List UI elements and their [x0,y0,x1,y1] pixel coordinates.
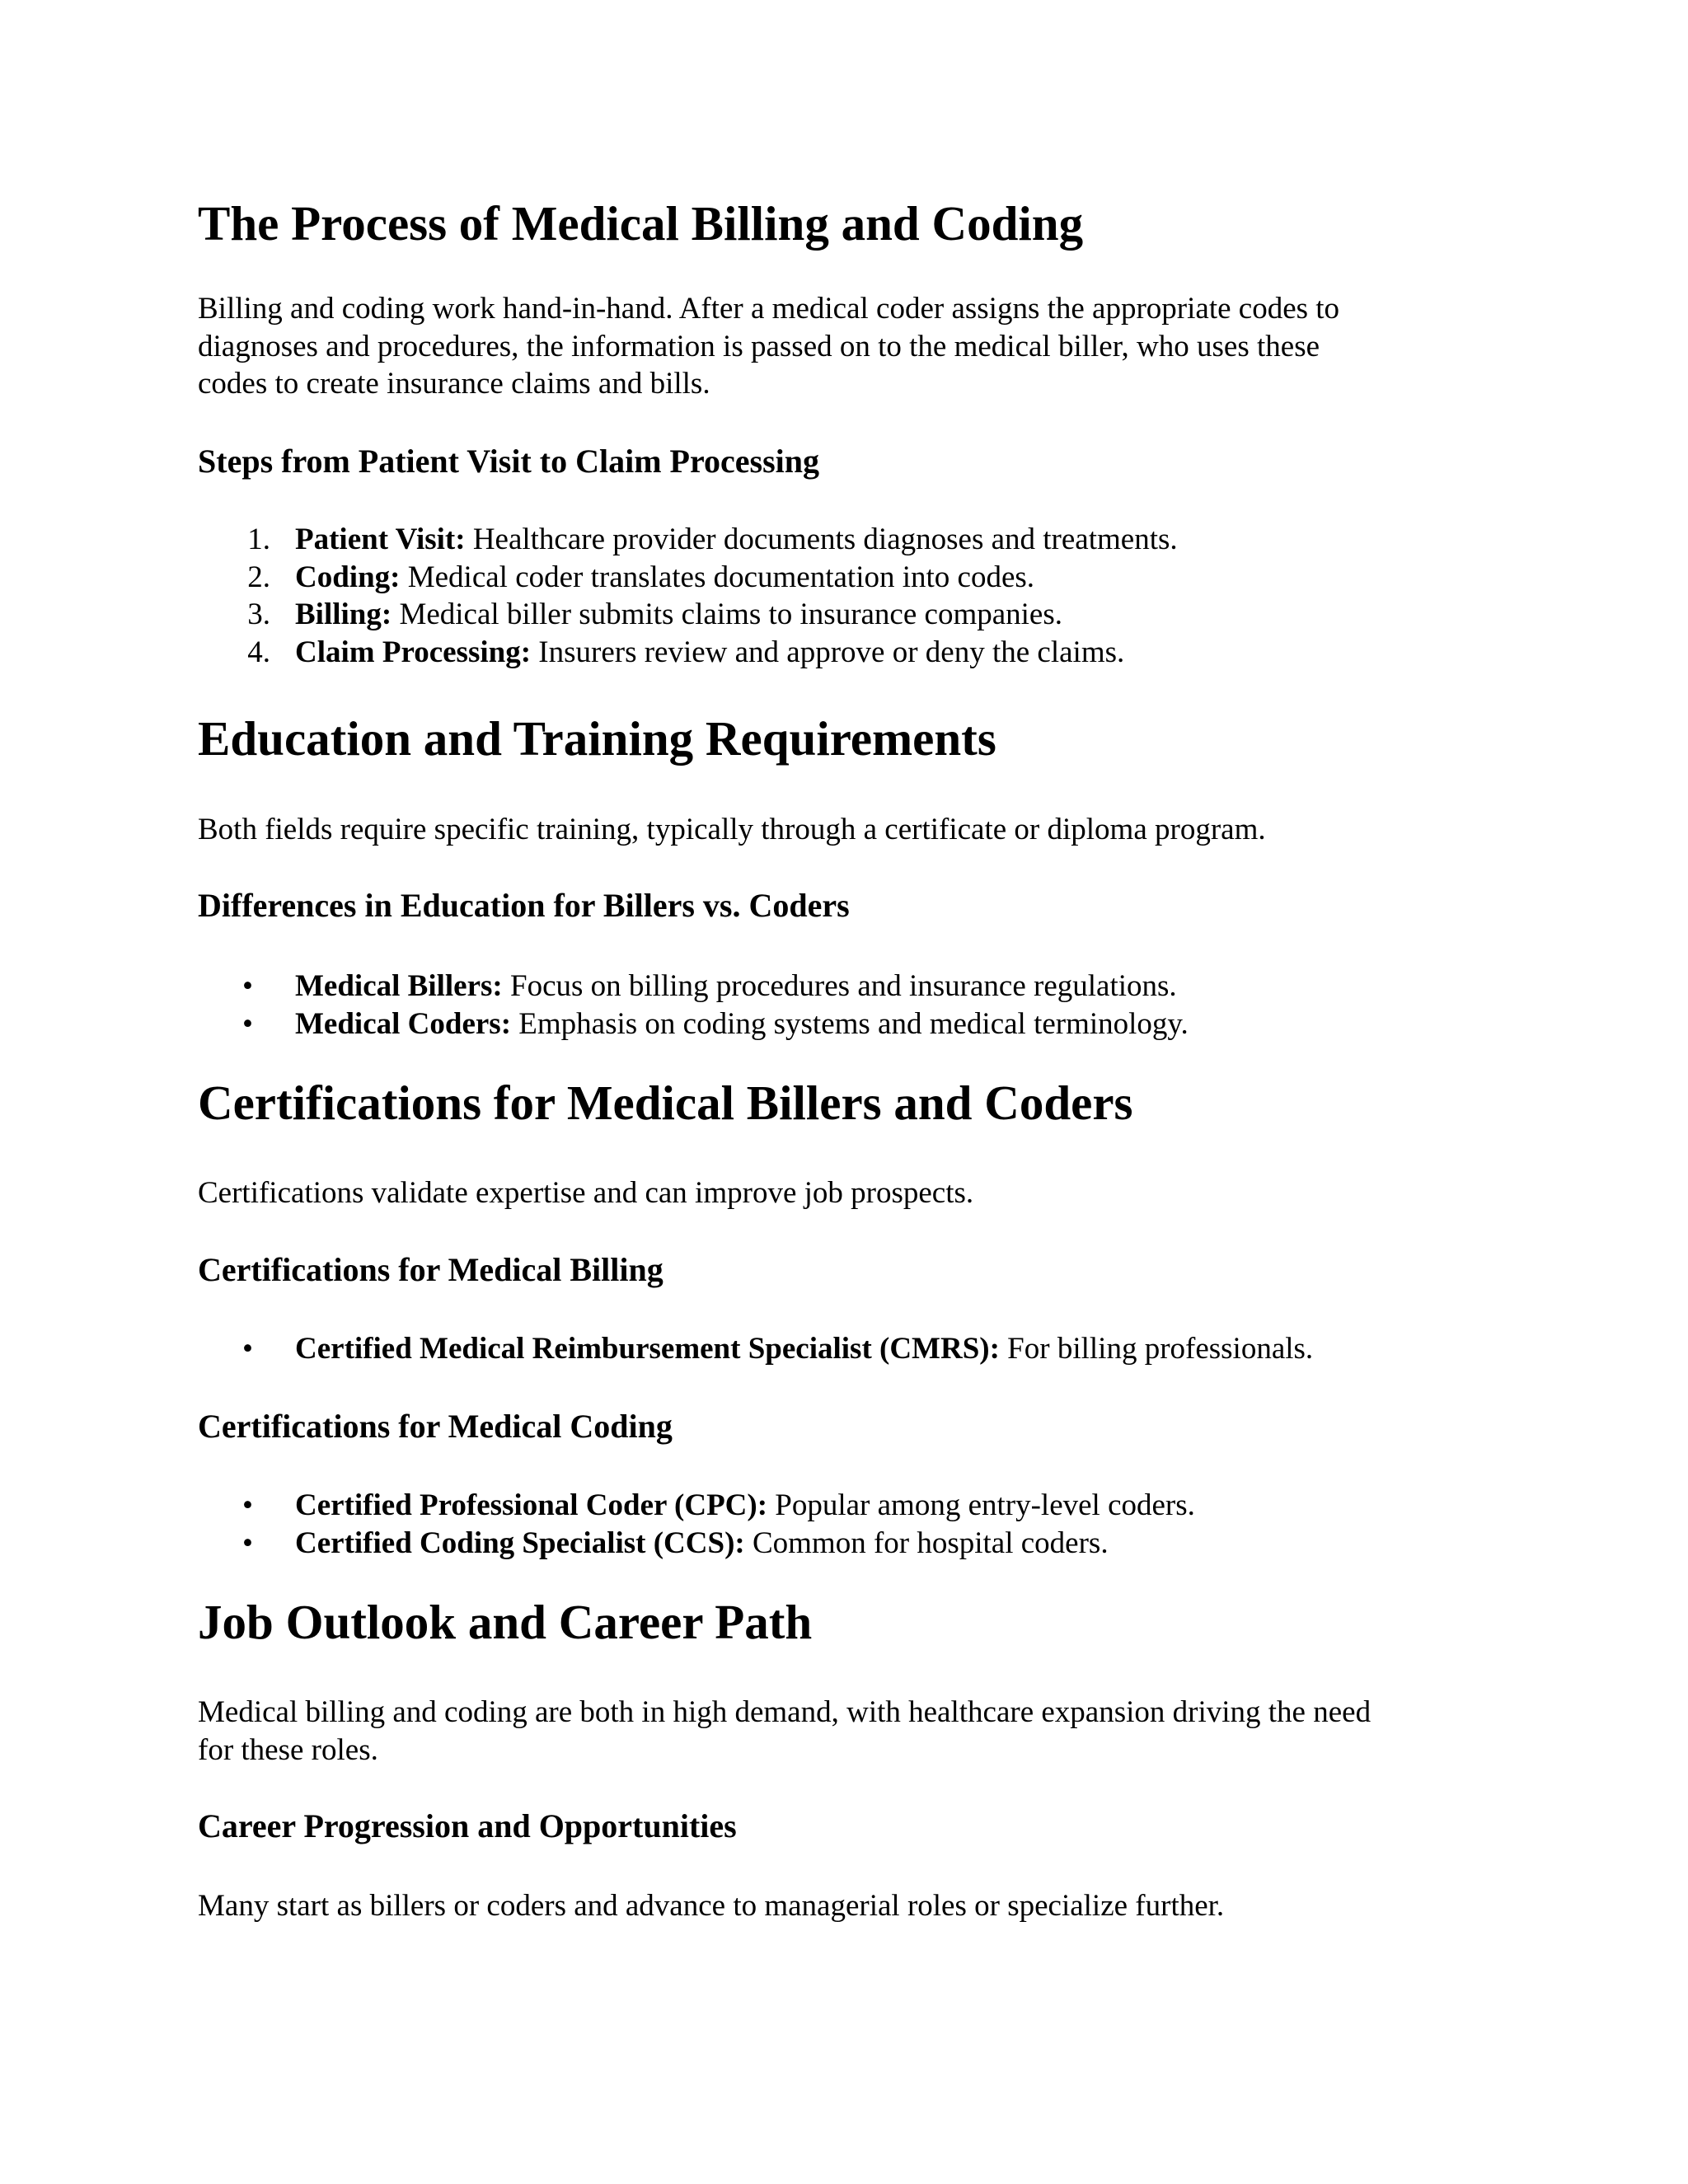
process-intro [198,290,1484,403]
item-term: Medical Billers: [295,969,503,1003]
step-number: 2. [247,560,270,594]
list-item [198,521,1484,559]
process-intro-line-2: diagnoses and procedures, the information is passed on to the medical biller, who uses these [198,329,1320,363]
bullet-icon: • [242,969,253,1003]
billing-certifications-list [198,1330,1484,1368]
step-text: Healthcare provider documents diagnoses and treatments. [465,523,1178,556]
item-term: Medical Coders: [295,1006,512,1041]
certifications-intro: Certifications validate expertise and can improve job prospects. [198,1176,974,1210]
subheading-career: Career Progression and Opportunities [198,1807,737,1844]
heading-education: Education and Training Requirements [198,711,996,766]
subheading-education-differences: Differences in Education for Billers vs. Coders [198,887,850,924]
subheading-certifications-billing: Certifications for Medical Billing [198,1251,663,1288]
step-number: 4. [247,635,270,669]
process-intro-line-3: codes to create insurance claims and bills. [198,367,710,401]
outlook-intro-line-1: Medical billing and coding are both in high demand, with healthcare expansion driving the need [198,1695,1372,1729]
list-item [198,634,1484,672]
item-text: For billing professionals. [999,1332,1314,1366]
step-text: Insurers review and approve or deny the claims. [531,635,1125,669]
heading-certifications: Certifications for Medical Billers and Coders [198,1076,1133,1130]
outlook-intro-line-2: for these roles. [198,1732,378,1767]
item-text: Common for hospital coders. [744,1526,1109,1560]
bullet-icon: • [242,1006,253,1041]
bullet-icon: • [242,1488,253,1522]
item-term: Certified Professional Coder (CPC): [295,1488,768,1522]
item-text: Popular among entry-level coders. [767,1488,1195,1522]
bullet-icon: • [242,1332,253,1366]
list-item [198,1330,1484,1368]
step-number: 3. [247,598,270,631]
outlook-closing: Many start as billers or coders and advance to managerial roles or specialize further. [198,1889,1225,1923]
steps-list [198,521,1484,671]
item-term: Certified Medical Reimbursement Specialist (CMRS): [295,1332,1000,1366]
list-item [198,1005,1484,1043]
step-term: Billing: [295,598,392,631]
heading-outlook: Job Outlook and Career Path [198,1595,813,1649]
list-item [198,1487,1484,1525]
coding-certifications-list [198,1487,1484,1562]
education-list [198,968,1484,1043]
list-item [198,559,1484,597]
subheading-certifications-coding: Certifications for Medical Coding [198,1408,673,1445]
bullet-icon: • [242,1526,253,1560]
step-term: Patient Visit: [295,523,466,556]
list-item [198,1525,1484,1563]
heading-process: The Process of Medical Billing and Coding [198,196,1084,251]
education-intro: Both fields require specific training, typically through a certificate or diploma program. [198,813,1266,846]
subheading-steps: Steps from Patient Visit to Claim Processing [198,443,820,480]
item-text: Emphasis on coding systems and medical terminology. [511,1006,1189,1041]
list-item [198,596,1484,634]
step-text: Medical coder translates documentation into codes. [400,560,1035,594]
outlook-intro [198,1694,1484,1769]
step-term: Claim Processing: [295,635,532,669]
process-intro-line-1: Billing and coding work hand-in-hand. After a medical coder assigns the appropriate codes to [198,292,1340,326]
item-text: Focus on billing procedures and insurance regulations. [502,969,1177,1003]
step-number: 1. [247,523,270,556]
item-term: Certified Coding Specialist (CCS): [295,1526,745,1560]
step-text: Medical biller submits claims to insurance companies. [392,598,1063,631]
list-item [198,968,1484,1005]
step-term: Coding: [295,560,401,594]
